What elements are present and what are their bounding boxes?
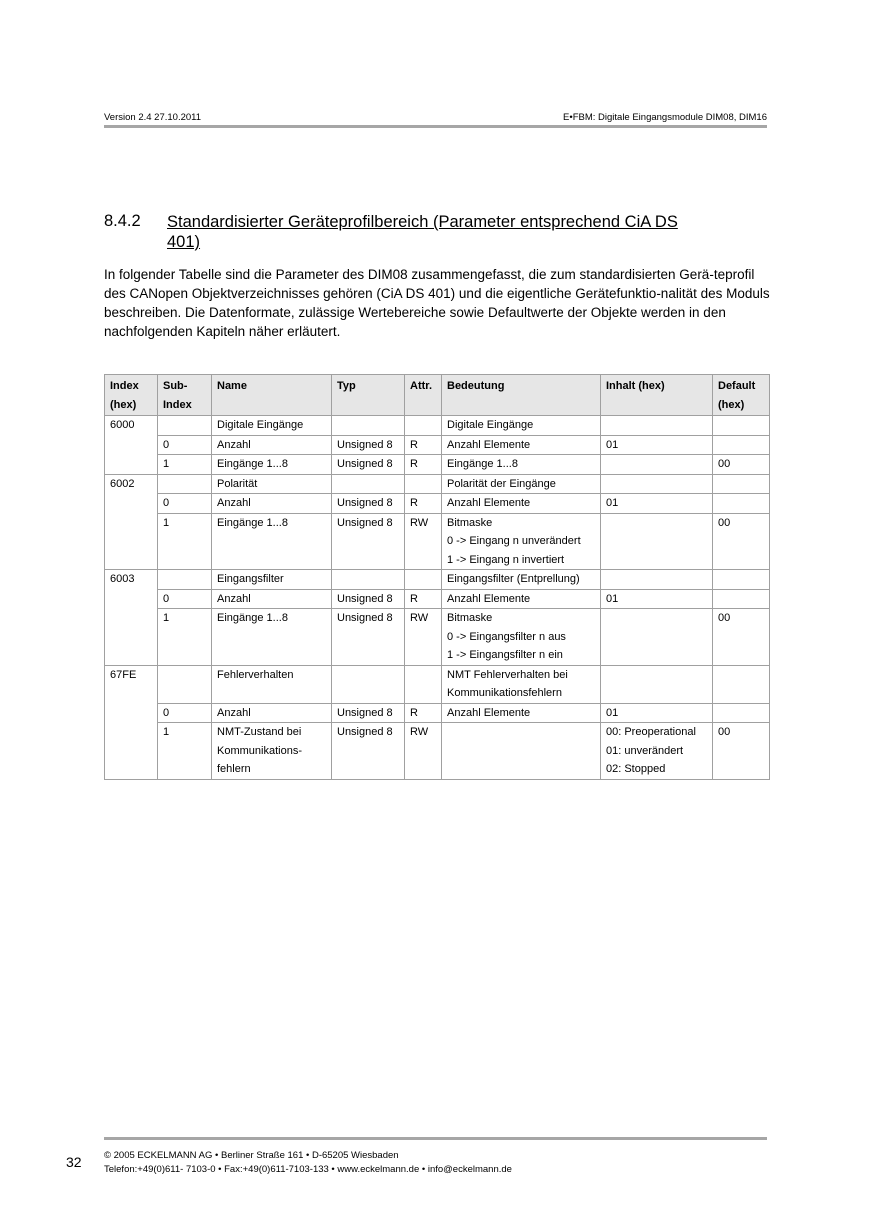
cell-inhalt [601,609,713,666]
footer-contact: Telefon:+49(0)611- 7103-0 • Fax:+49(0)611-7103-133 • www.eckelmann.de • info@eckelmann.de [104,1164,512,1175]
cell-attr [405,474,442,494]
cell-sub [158,665,212,703]
table-body [105,416,770,780]
cell-default: 00 [713,455,770,475]
cell-name: Eingänge 1...8 [212,455,332,475]
cell-typ [332,665,405,703]
cell-typ: Unsigned 8 [332,703,405,723]
cell-name: Anzahl [212,589,332,609]
table-row [105,609,770,666]
cell-bedeutung: Digitale Eingänge [442,416,601,436]
cell-index [105,513,158,570]
cell-default: 00 [713,723,770,780]
parameter-table [104,374,770,780]
cell-inhalt: 01 [601,589,713,609]
cell-sub: 1 [158,513,212,570]
header-doc-title: E•FBM: Digitale Eingangsmodule DIM08, DIM16 [563,112,767,123]
cell-inhalt [601,570,713,590]
cell-inhalt: 01 [601,494,713,514]
table-row [105,494,770,514]
cell-inhalt [601,474,713,494]
header-divider [104,125,767,128]
col-header-bedeutung: Bedeutung [442,375,601,416]
cell-default: 00 [713,609,770,666]
cell-inhalt: 00: Preoperational 01: unverändert 02: Stopped [601,723,713,780]
cell-inhalt [601,455,713,475]
cell-default [713,494,770,514]
cell-inhalt: 01 [601,435,713,455]
cell-index [105,723,158,780]
cell-index: 6002 [105,474,158,494]
col-header-index: Index (hex) [105,375,158,416]
cell-bedeutung: Bitmaske 0 -> Eingang n unverändert 1 -> Eingang n invertiert [442,513,601,570]
cell-default [713,570,770,590]
cell-typ: Unsigned 8 [332,589,405,609]
cell-bedeutung: Polarität der Eingänge [442,474,601,494]
table-header-row [105,375,770,416]
cell-sub: 0 [158,703,212,723]
table-row [105,665,770,703]
cell-attr: R [405,589,442,609]
cell-typ: Unsigned 8 [332,435,405,455]
cell-attr: R [405,494,442,514]
cell-inhalt [601,416,713,436]
cell-inhalt [601,513,713,570]
intro-paragraph: In folgender Tabelle sind die Parameter des DIM08 zusammengefasst, die zum standardisierten Gerä-teprofil des CANopen Objektverzeichnisses gehören (CiA DS 401) und die eigentliche Gerätefunktio-nalität des Moduls beschreiben. Die Datenformate, zulässige Wertebereiche sowie Defaultwerte der Objekte werden in den nachfolgenden Kapiteln näher erläutert. [104,267,770,339]
cell-index [105,589,158,609]
cell-default [713,665,770,703]
cell-bedeutung: Eingänge 1...8 [442,455,601,475]
footer-address: © 2005 ECKELMANN AG • Berliner Straße 161 • D-65205 Wiesbaden [104,1150,399,1161]
cell-bedeutung: Bitmaske 0 -> Eingangsfilter n aus 1 -> Eingangsfilter n ein [442,609,601,666]
cell-name: Anzahl [212,703,332,723]
page-number: 32 [66,1154,82,1170]
cell-attr: R [405,703,442,723]
cell-sub [158,416,212,436]
cell-attr [405,570,442,590]
cell-bedeutung: Anzahl Elemente [442,494,601,514]
cell-bedeutung: NMT Fehlerverhalten bei Kommunikationsfehlern [442,665,601,703]
section-title: Standardisierter Geräteprofilbereich (Parameter entsprechend CiA DS 401) [167,213,678,251]
cell-sub: 0 [158,435,212,455]
header-version: Version 2.4 27.10.2011 [104,112,202,123]
cell-name: Eingänge 1...8 [212,609,332,666]
cell-default [713,703,770,723]
cell-index [105,435,158,455]
cell-typ: Unsigned 8 [332,455,405,475]
cell-index: 67FE [105,665,158,703]
table-row [105,570,770,590]
cell-typ: Unsigned 8 [332,494,405,514]
table-row [105,703,770,723]
table-row [105,416,770,436]
cell-bedeutung: Anzahl Elemente [442,703,601,723]
table-row [105,589,770,609]
footer-divider [104,1137,767,1140]
section-number: 8.4.2 [104,212,141,230]
cell-name: NMT-Zustand bei Kommunikations- fehlern [212,723,332,780]
cell-typ [332,474,405,494]
cell-sub: 0 [158,494,212,514]
cell-sub: 1 [158,723,212,780]
cell-index [105,703,158,723]
cell-name: Eingangsfilter [212,570,332,590]
cell-bedeutung: Eingangsfilter (Entprellung) [442,570,601,590]
cell-attr [405,665,442,703]
cell-attr: RW [405,723,442,780]
col-header-name: Name [212,375,332,416]
col-header-typ: Typ [332,375,405,416]
col-header-default: Default (hex) [713,375,770,416]
cell-attr: R [405,455,442,475]
table-row [105,455,770,475]
cell-default [713,589,770,609]
table-row [105,723,770,780]
cell-default: 00 [713,513,770,570]
cell-typ [332,570,405,590]
cell-index: 6003 [105,570,158,590]
cell-default [713,474,770,494]
col-header-subindex: Sub- Index [158,375,212,416]
cell-sub: 1 [158,455,212,475]
cell-index [105,494,158,514]
table-row [105,513,770,570]
cell-name: Fehlerverhalten [212,665,332,703]
cell-attr: R [405,435,442,455]
cell-name: Digitale Eingänge [212,416,332,436]
cell-attr: RW [405,609,442,666]
cell-bedeutung [442,723,601,780]
col-header-inhalt: Inhalt (hex) [601,375,713,416]
cell-index: 6000 [105,416,158,436]
cell-name: Polarität [212,474,332,494]
cell-attr [405,416,442,436]
cell-sub [158,474,212,494]
cell-bedeutung: Anzahl Elemente [442,589,601,609]
col-header-attr: Attr. [405,375,442,416]
cell-sub [158,570,212,590]
cell-index [105,609,158,666]
cell-index [105,455,158,475]
cell-name: Anzahl [212,435,332,455]
cell-inhalt [601,665,713,703]
table-row [105,435,770,455]
cell-name: Eingänge 1...8 [212,513,332,570]
cell-default [713,435,770,455]
cell-typ: Unsigned 8 [332,513,405,570]
cell-typ: Unsigned 8 [332,723,405,780]
cell-sub: 1 [158,609,212,666]
cell-default [713,416,770,436]
cell-name: Anzahl [212,494,332,514]
table-row [105,474,770,494]
cell-attr: RW [405,513,442,570]
cell-typ [332,416,405,436]
cell-inhalt: 01 [601,703,713,723]
cell-bedeutung: Anzahl Elemente [442,435,601,455]
cell-sub: 0 [158,589,212,609]
cell-typ: Unsigned 8 [332,609,405,666]
